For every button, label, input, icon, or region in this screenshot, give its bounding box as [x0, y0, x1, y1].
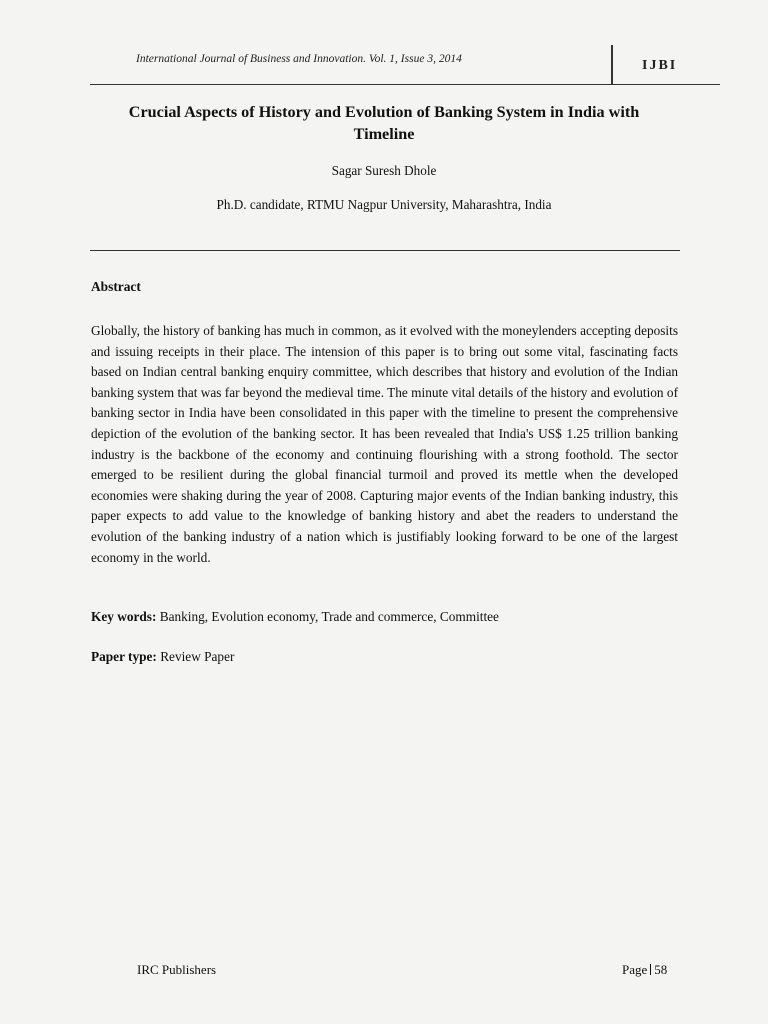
author-affiliation: Ph.D. candidate, RTMU Nagpur University, Maharashtra, India	[216, 197, 552, 212]
journal-citation: International Journal of Business and Innovation. Vol. 1, Issue 3, 2014	[136, 53, 462, 65]
footer-publisher: IRC Publishers	[137, 962, 217, 977]
paper-title: Crucial Aspects of History and Evolution of Banking System in India with Timeline	[128, 103, 640, 143]
keywords-label: Key words:	[91, 609, 157, 624]
abstract-heading: Abstract	[91, 279, 141, 294]
journal-logo: IJBI	[642, 58, 678, 73]
footer-page	[622, 962, 667, 978]
page-separator	[650, 964, 651, 975]
paper-type-value: Review Paper	[160, 649, 235, 664]
header-rule	[90, 84, 720, 85]
paper-type-label: Paper type:	[91, 649, 157, 664]
page-label: Page	[622, 962, 648, 977]
keywords-line	[91, 609, 499, 625]
author-name: Sagar Suresh Dhole	[331, 163, 437, 178]
section-divider	[90, 250, 680, 251]
header-divider	[611, 45, 613, 85]
paper-type-line	[91, 649, 234, 665]
keywords-value: Banking, Evolution economy, Trade and commerce, Committee	[159, 609, 499, 624]
abstract-body: Globally, the history of banking has much in common, as it evolved with the moneylenders accepting deposits and issuing receipts in their place. The intension of this paper is to bring out some vital, fascinating facts based on Indian central banking enquiry committee, which describes that history and evolution of the Indian banking system that was far beyond the medieval time. The minute vital details of the history and evolution of banking sector in India have been consolidated in this paper with the timeline to present the comprehensive depiction of the evolution of the banking sector. It has been revealed that India's US$ 1.25 trillion banking industry is the backbone of the economy and continuing flourishing with a strong foothold. The sector emerged to be resilient during the global financial turmoil and proved its mettle when the developed economies were shaking during the year of 2008. Capturing major events of the Indian banking industry, this paper expects to add value to the knowledge of banking history and abet the readers to understand the evolution of the banking industry of a nation which is justifiably looking forward to be one of the largest economy in the world.	[91, 323, 678, 565]
page-number: 58	[654, 962, 668, 977]
